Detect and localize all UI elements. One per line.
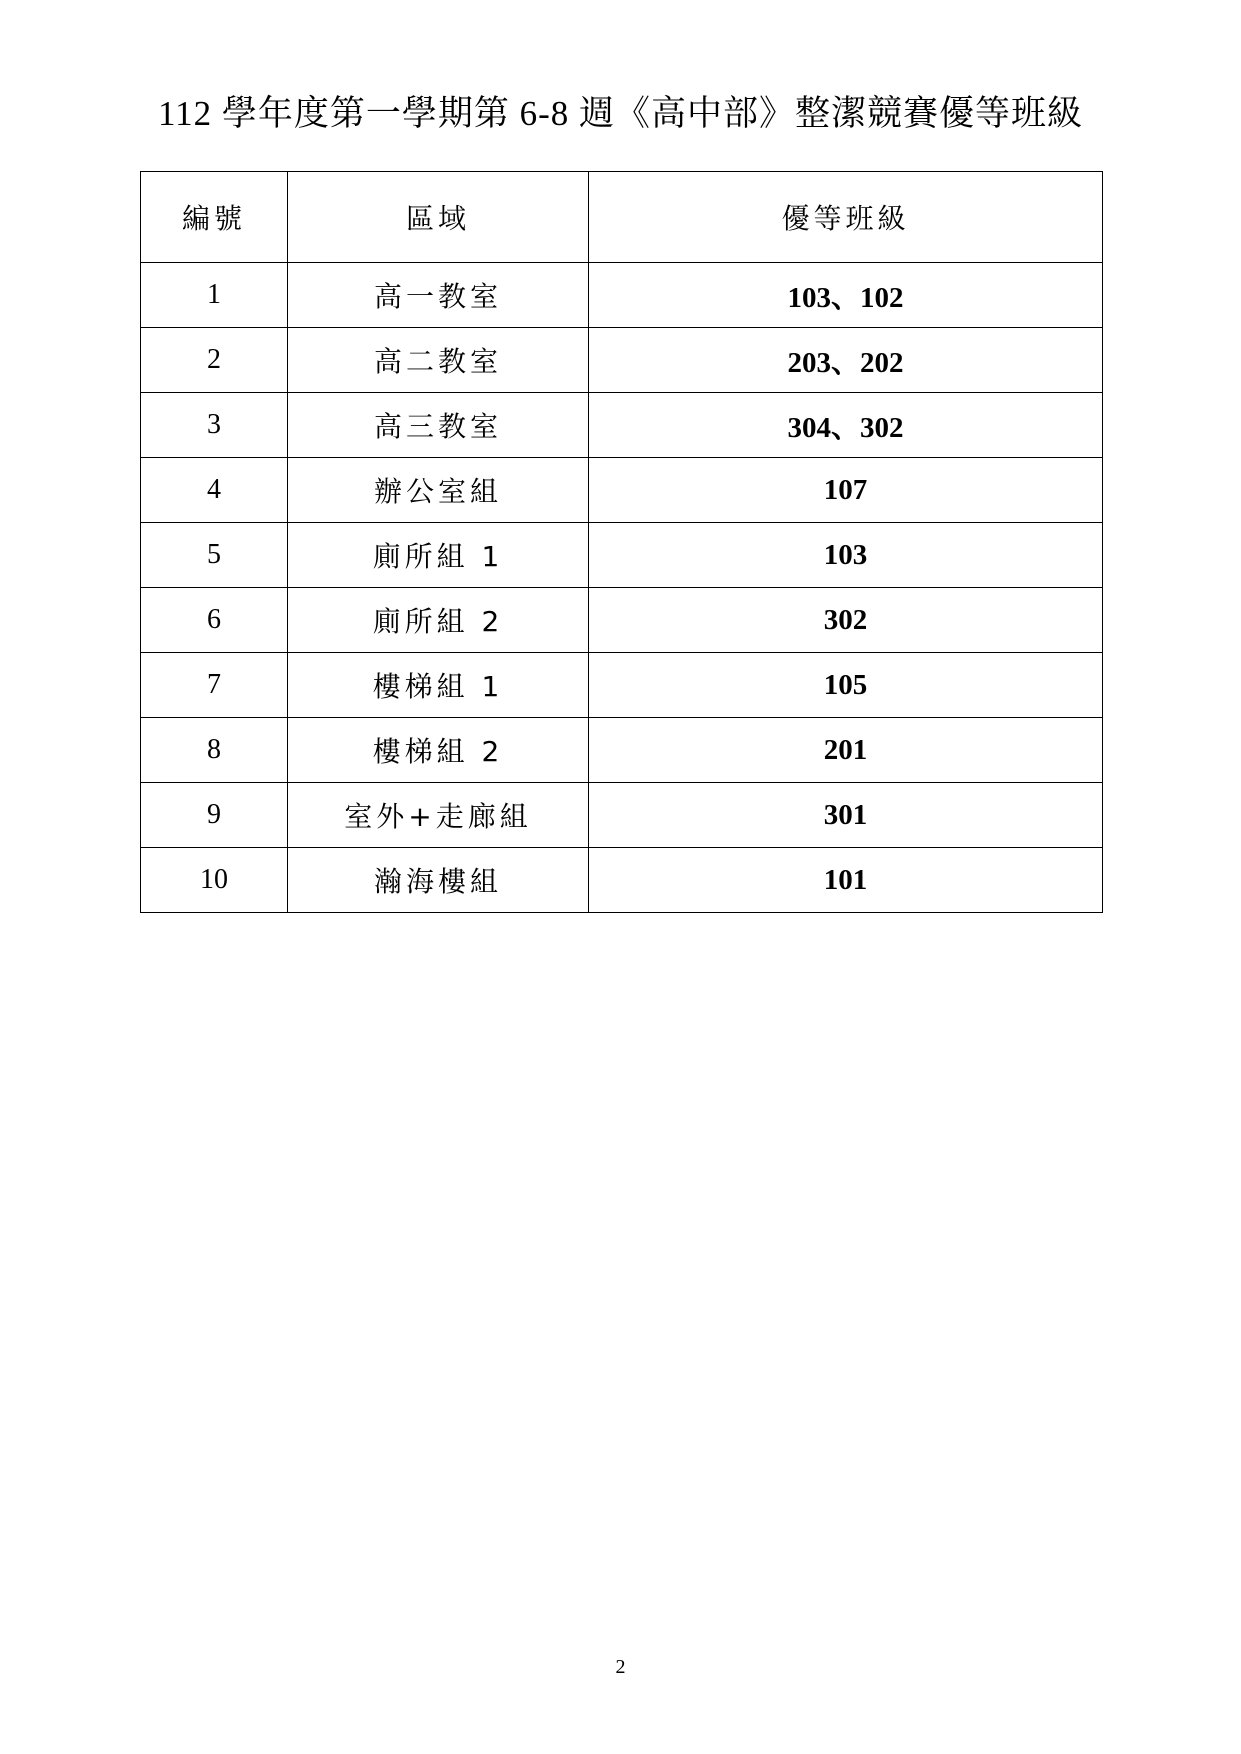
table-row <box>141 458 1103 523</box>
header-number: 編號 <box>141 172 288 263</box>
results-table <box>140 171 1103 913</box>
row-classes: 103 <box>589 523 1103 588</box>
row-area: 室外+走廊組 <box>288 783 589 848</box>
row-classes: 101 <box>589 848 1103 913</box>
row-classes: 201 <box>589 718 1103 783</box>
table-row <box>141 523 1103 588</box>
table-header-row <box>141 172 1103 263</box>
row-classes: 107 <box>589 458 1103 523</box>
row-area: 廁所組 1 <box>288 523 589 588</box>
row-number: 4 <box>141 458 288 523</box>
row-number: 2 <box>141 328 288 393</box>
row-classes: 105 <box>589 653 1103 718</box>
table-row <box>141 718 1103 783</box>
row-area: 高一教室 <box>288 263 589 328</box>
table-row <box>141 848 1103 913</box>
row-classes: 103、102 <box>589 263 1103 328</box>
row-number: 6 <box>141 588 288 653</box>
row-number: 1 <box>141 263 288 328</box>
row-area: 高二教室 <box>288 328 589 393</box>
row-area: 高三教室 <box>288 393 589 458</box>
page-number: 2 <box>615 1656 626 1678</box>
table-row <box>141 653 1103 718</box>
table-row <box>141 263 1103 328</box>
page-title: 112 學年度第一學期第 6-8 週《高中部》整潔競賽優等班級 <box>157 94 1084 133</box>
row-classes: 203、202 <box>589 328 1103 393</box>
table-row <box>141 393 1103 458</box>
row-number: 10 <box>141 848 288 913</box>
header-classes: 優等班級 <box>589 172 1103 263</box>
row-area: 辦公室組 <box>288 458 589 523</box>
row-area: 樓梯組 2 <box>288 718 589 783</box>
row-area: 樓梯組 1 <box>288 653 589 718</box>
table-row <box>141 588 1103 653</box>
row-number: 7 <box>141 653 288 718</box>
row-area: 廁所組 2 <box>288 588 589 653</box>
row-number: 9 <box>141 783 288 848</box>
row-area: 瀚海樓組 <box>288 848 589 913</box>
row-classes: 302 <box>589 588 1103 653</box>
table-row <box>141 328 1103 393</box>
row-number: 5 <box>141 523 288 588</box>
row-number: 8 <box>141 718 288 783</box>
header-area: 區域 <box>288 172 589 263</box>
row-classes: 304、302 <box>589 393 1103 458</box>
row-classes: 301 <box>589 783 1103 848</box>
row-number: 3 <box>141 393 288 458</box>
table-row <box>141 783 1103 848</box>
